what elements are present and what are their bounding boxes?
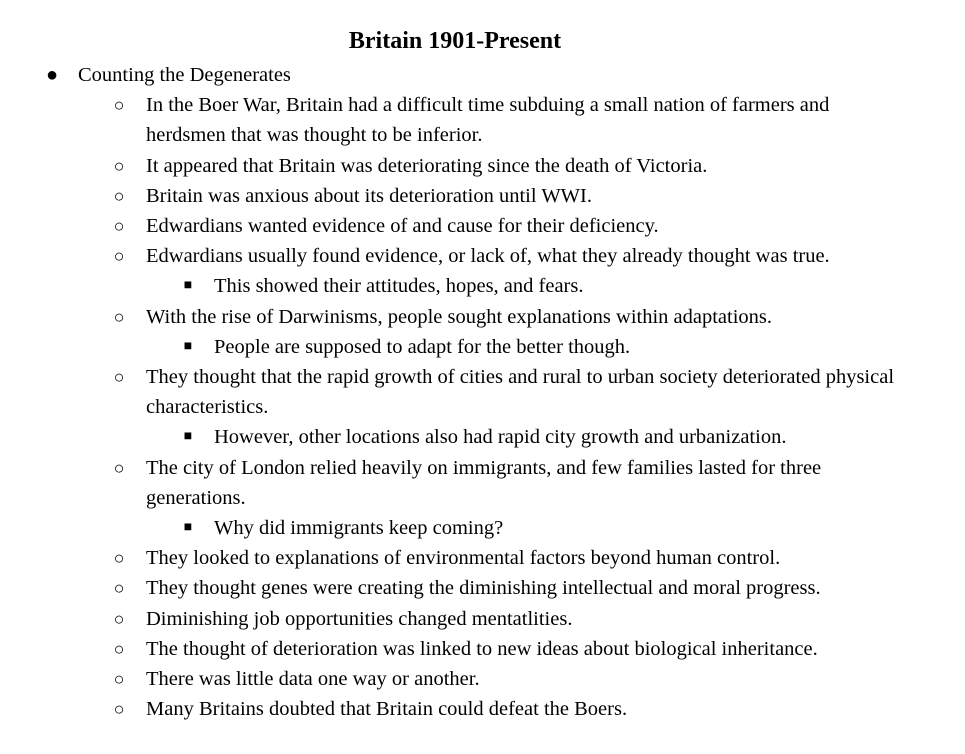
item-text: Edwardians usually found evidence, or lack of, what they already thought was true. xyxy=(146,245,830,268)
sub-list-item xyxy=(0,604,965,634)
item-text: The thought of deterioration was linked to new ideas about biological inheritance. xyxy=(146,637,818,660)
sub-list-item xyxy=(0,90,965,150)
filled-circle-bullet-icon: ● xyxy=(45,64,59,86)
sub-list-item xyxy=(0,694,965,724)
item-text: With the rise of Darwinisms, people sought explanations within adaptations. xyxy=(146,305,773,328)
outline-heading-item xyxy=(0,60,965,90)
hollow-circle-bullet-icon: ○ xyxy=(113,306,125,327)
item-text: Many Britains doubted that Britain could defeat the Boers. xyxy=(146,698,628,721)
hollow-circle-bullet-icon: ○ xyxy=(113,699,125,720)
item-text: Diminishing job opportunities changed mentatlities. xyxy=(146,607,573,630)
item-text: Britain was anxious about its deterioration until WWI. xyxy=(146,184,592,207)
sub-list-item xyxy=(0,241,965,271)
hollow-circle-bullet-icon: ○ xyxy=(113,95,125,116)
hollow-circle-bullet-icon: ○ xyxy=(113,246,125,267)
sub-sub-list-item xyxy=(0,422,965,452)
sub-sub-list-item xyxy=(0,271,965,301)
hollow-circle-bullet-icon: ○ xyxy=(113,185,125,206)
outline-list xyxy=(0,60,965,724)
filled-square-bullet-icon: ■ xyxy=(183,429,193,445)
sub-list-item xyxy=(0,151,965,181)
sub-list-item xyxy=(0,302,965,332)
sub-sub-list-item xyxy=(0,513,965,543)
item-text: There was little data one way or another. xyxy=(146,668,480,691)
hollow-circle-bullet-icon: ○ xyxy=(113,155,125,176)
sub-list-item xyxy=(0,362,965,422)
item-text: This showed their attitudes, hopes, and fears. xyxy=(214,275,584,298)
sub-list-item xyxy=(0,664,965,694)
sub-list-item xyxy=(0,453,965,513)
hollow-circle-bullet-icon: ○ xyxy=(113,216,125,237)
item-text: Edwardians wanted evidence of and cause for their deficiency. xyxy=(146,215,659,238)
filled-square-bullet-icon: ■ xyxy=(183,520,193,536)
filled-square-bullet-icon: ■ xyxy=(183,278,193,294)
item-text: People are supposed to adapt for the better though. xyxy=(214,335,631,358)
sub-list-item xyxy=(0,573,965,603)
filled-square-bullet-icon: ■ xyxy=(183,338,193,354)
hollow-circle-bullet-icon: ○ xyxy=(113,457,125,478)
item-text: In the Boer War, Britain had a difficult time subduing a small nation of farmers and herdsmen that was thought to be inferior. xyxy=(146,94,830,147)
sub-list-item xyxy=(0,211,965,241)
sub-list-item xyxy=(0,181,965,211)
sub-item-list xyxy=(0,90,965,724)
sub-sub-list-item xyxy=(0,332,965,362)
hollow-circle-bullet-icon: ○ xyxy=(113,367,125,388)
page-title: Britain 1901-Present xyxy=(348,28,562,54)
item-text: They looked to explanations of environmental factors beyond human control. xyxy=(146,547,781,570)
sub-list-item xyxy=(0,634,965,664)
outline-heading: Counting the Degenerates xyxy=(78,64,291,86)
item-text: They thought genes were creating the diminishing intellectual and moral progress. xyxy=(146,577,821,600)
item-text: The city of London relied heavily on immigrants, and few families lasted for three generations. xyxy=(146,456,822,509)
sub-list-item xyxy=(0,543,965,573)
hollow-circle-bullet-icon: ○ xyxy=(113,548,125,569)
hollow-circle-bullet-icon: ○ xyxy=(113,669,125,690)
item-text: Why did immigrants keep coming? xyxy=(214,517,504,540)
hollow-circle-bullet-icon: ○ xyxy=(113,638,125,659)
item-text: They thought that the rapid growth of cities and rural to urban society deteriorated physical characteristics. xyxy=(146,366,895,419)
hollow-circle-bullet-icon: ○ xyxy=(113,608,125,629)
hollow-circle-bullet-icon: ○ xyxy=(113,578,125,599)
item-text: It appeared that Britain was deteriorating since the death of Victoria. xyxy=(146,154,708,177)
item-text: However, other locations also had rapid city growth and urbanization. xyxy=(214,426,787,449)
